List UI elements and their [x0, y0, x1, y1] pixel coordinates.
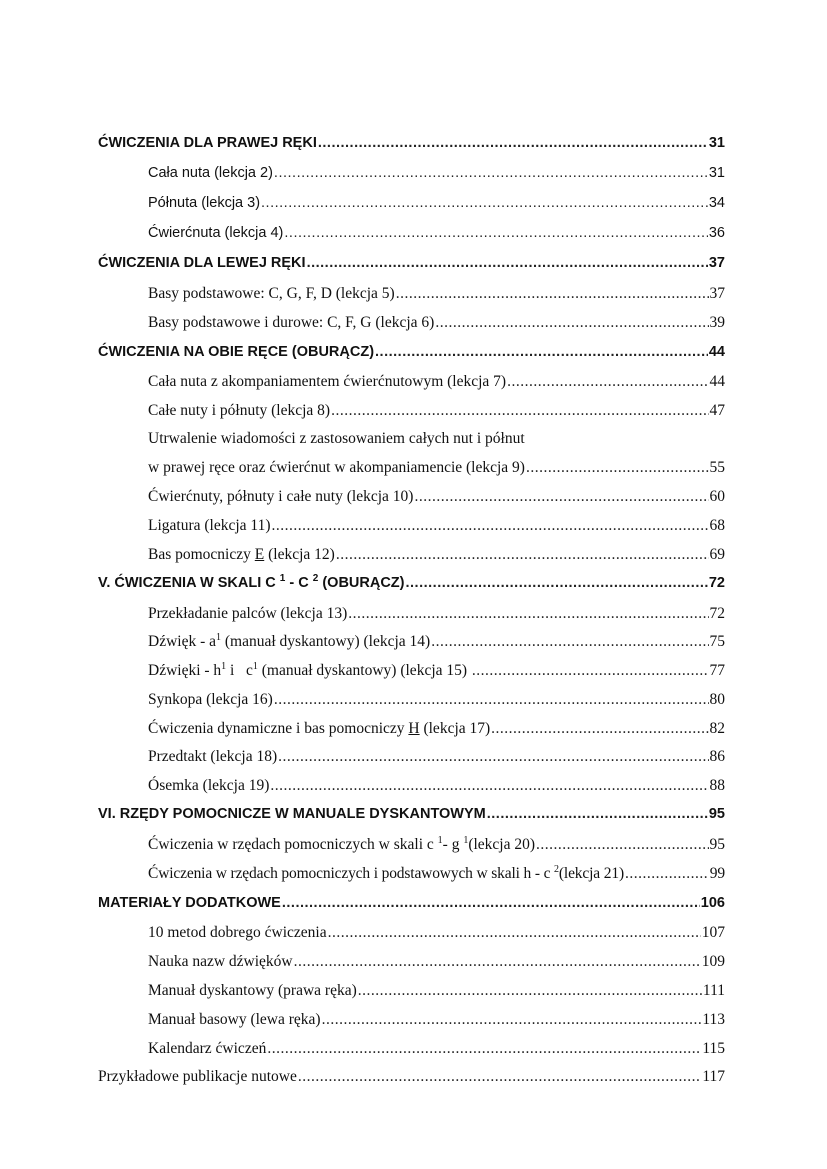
toc-entry-skala-c1-c2 [98, 575, 725, 597]
dot-leader [526, 459, 709, 477]
toc-entry-title: Kalendarz ćwiczeń [148, 1040, 267, 1057]
toc-entry-page: 99 [709, 865, 725, 882]
toc-entry-page: 95 [708, 806, 725, 822]
dot-leader [282, 895, 700, 911]
toc-entry-title: Ósemka (lekcja 19) [148, 777, 270, 794]
toc-entry-title: Manuał basowy (lewa ręka) [148, 1011, 321, 1028]
dot-leader [431, 633, 708, 651]
dot-leader [375, 344, 708, 360]
toc-entry-polnuta [148, 195, 725, 217]
toc-entry-page: 60 [709, 488, 725, 505]
toc-entry-page: 39 [709, 314, 725, 331]
toc-entry-nauka-nazw [148, 953, 725, 975]
toc-entry-title [148, 836, 535, 854]
toc-entry-title: Manuał dyskantowy (prawa ręka) [148, 982, 357, 999]
dot-leader [358, 982, 702, 1000]
toc-entry-title: Ćwierćnuty, półnuty i całe nuty (lekcja 10) [148, 488, 414, 505]
dot-leader [331, 402, 708, 420]
toc-entry-title: Przedtakt (lekcja 18) [148, 748, 278, 765]
toc-entry-page: 69 [709, 546, 725, 563]
dot-leader [322, 1011, 702, 1029]
dot-leader [278, 748, 708, 766]
toc-entry-manual-basowy [148, 1011, 725, 1033]
toc-entry-page: 37 [708, 255, 725, 271]
toc-entry-dzwiek-a1 [148, 633, 725, 655]
toc-entry-page: 107 [701, 924, 725, 941]
toc-entry-title: VI. RZĘDY POMOCNICZE W MANUALE DYSKANTOWYM [98, 806, 486, 822]
toc-entry-page: 68 [709, 517, 725, 534]
title-part: (OBURĄCZ) [318, 575, 405, 591]
toc-entry-title: Basy podstawowe: C, G, F, D (lekcja 5) [148, 285, 395, 302]
dot-leader [472, 662, 709, 680]
toc-entry-lekcja-9 [148, 459, 725, 481]
toc-entry-lekcja-20 [148, 836, 725, 858]
dot-leader [274, 165, 708, 181]
dot-leader [284, 225, 707, 241]
title-part: (lekcja 17) [419, 720, 491, 737]
toc-entry-lewej-reki [98, 255, 725, 277]
toc-entry-title [98, 575, 405, 591]
toc-entry-title: Cała nuta z akompaniamentem ćwierćnutowym (lekcja 7) [148, 373, 507, 390]
dot-leader [270, 777, 708, 795]
dot-leader [318, 135, 708, 151]
dot-leader [272, 517, 709, 535]
toc-entry-title [148, 662, 471, 680]
toc-entry-title: Całe nuty i półnuty (lekcja 8) [148, 402, 331, 419]
toc-entry-cwiercnuta [148, 225, 725, 247]
title-part: - g [442, 836, 464, 853]
dot-leader [298, 1068, 701, 1086]
toc-entry-page: 31 [708, 135, 725, 151]
toc-entry-bas-pomocniczy-h [148, 720, 725, 742]
toc-entry-page: 106 [700, 895, 725, 911]
toc-entry-basy-durowe [148, 314, 725, 336]
title-part: Ćwiczenia w rzędach pomocniczych w skali c [148, 836, 438, 853]
toc-entry-przedtakt [148, 748, 725, 770]
toc-entry-title: 10 metod dobrego ćwiczenia [148, 924, 327, 941]
toc-entry-lekcja-7 [148, 373, 725, 395]
toc-entry-page: 113 [702, 1011, 725, 1028]
title-part: Bas pomocniczy [148, 546, 255, 563]
dot-leader [348, 605, 708, 623]
toc-entry-title [148, 720, 490, 738]
toc-entry-osemka [148, 777, 725, 799]
title-part: V. ĆWICZENIA W SKALI C [98, 575, 280, 591]
bass-note: E [254, 546, 265, 563]
title-part: (lekcja 21) [558, 865, 624, 882]
toc-entry-kalendarz [148, 1040, 725, 1062]
toc-entry-lekcja-9-line-1 [148, 430, 725, 452]
toc-entry-10-metod [148, 924, 725, 946]
dot-leader [406, 575, 708, 591]
title-part: i c [226, 662, 253, 679]
bass-note: H [408, 720, 420, 737]
toc-entry-page: 37 [709, 285, 725, 302]
toc-entry-przekladanie-palcow [148, 605, 725, 627]
title-part: - C [285, 575, 313, 591]
toc-entry-title: Nauka nazw dźwięków [148, 953, 293, 970]
octave-superscript: 1 [437, 835, 443, 846]
title-part: Ćwiczenia w rzędach pomocniczych i podstawowych w skali h - c [148, 865, 555, 882]
toc-entry-materialy-dodatkowe [98, 895, 725, 917]
toc-entry-manual-dyskantowy [148, 982, 725, 1004]
toc-entry-page: 109 [701, 953, 725, 970]
toc-entry-page: 31 [708, 165, 725, 181]
octave-superscript: 1 [216, 632, 221, 643]
dot-leader [507, 373, 708, 391]
toc-entry-title: Przekładanie palców (lekcja 13) [148, 605, 348, 622]
toc-entry-title: Synkopa (lekcja 16) [148, 691, 273, 708]
toc-entry-obie-rece [98, 344, 725, 366]
toc-entry-page: 82 [709, 720, 725, 737]
toc-entry-title [148, 865, 624, 883]
octave-superscript: 2 [312, 573, 319, 584]
toc-entry-dzwieki-h1-c1 [148, 662, 725, 684]
toc-entry-prawej-reki [98, 135, 725, 157]
toc-entry-page: 34 [708, 195, 725, 211]
toc-entry-title: ĆWICZENIA DLA LEWEJ RĘKI [98, 255, 306, 271]
toc-entry-title: Basy podstawowe i durowe: C, F, G (lekcja 6) [148, 314, 435, 331]
toc-entry-title: Półnuta (lekcja 3) [148, 195, 261, 211]
toc-entry-page: 75 [709, 633, 725, 650]
toc-entry-title: w prawej ręce oraz ćwierćnut w akompaniamencie (lekcja 9) [148, 459, 525, 476]
toc-entry-page: 80 [709, 691, 725, 708]
octave-superscript: 1 [221, 661, 227, 672]
toc-entry-page: 111 [702, 982, 725, 999]
title-part: (lekcja 12) [264, 546, 335, 563]
toc-entry-title: ĆWICZENIA DLA PRAWEJ RĘKI [98, 135, 317, 151]
title-part: (manuał dyskantowy) (lekcja 15) [257, 662, 471, 679]
dot-leader [294, 953, 701, 971]
dot-leader [261, 195, 708, 211]
toc-entry-title: ĆWICZENIA NA OBIE RĘCE (OBURĄCZ) [98, 344, 375, 360]
title-part: (manuał dyskantowy) (lekcja 14) [221, 633, 431, 650]
octave-superscript: 1 [252, 661, 258, 672]
title-part: (lekcja 20) [468, 836, 536, 853]
title-part: Dźwięki - h [148, 662, 222, 679]
toc-entry-page: 72 [708, 575, 725, 591]
dot-leader [491, 720, 708, 738]
toc-entry-rzedy-pomocnicze [98, 806, 725, 828]
toc-entry-lekcja-8 [148, 402, 725, 424]
dot-leader [267, 1040, 701, 1058]
toc-entry-page: 117 [702, 1068, 725, 1085]
toc-entry-bas-pomocniczy-e [148, 546, 725, 568]
toc-entry-title: MATERIAŁY DODATKOWE [98, 895, 281, 911]
toc-entry-title: Przykładowe publikacje nutowe [98, 1068, 297, 1085]
toc-entry-page: 36 [708, 225, 725, 241]
toc-entry-synkopa [148, 691, 725, 713]
title-part: Dźwięk - a [148, 633, 216, 650]
toc-entry-basy-podstawowe [148, 285, 725, 307]
dot-leader [274, 691, 709, 709]
dot-leader [435, 314, 708, 332]
toc-entry-page: 47 [709, 402, 725, 419]
dot-leader [536, 836, 708, 854]
toc-entry-page: 72 [709, 605, 725, 622]
title-part: Ćwiczenia dynamiczne i bas pomocniczy [148, 720, 409, 737]
octave-superscript: 1 [463, 835, 469, 846]
toc-entry-page: 88 [709, 777, 725, 794]
toc-entry-cala-nuta [148, 165, 725, 187]
toc-entry-page: 44 [708, 344, 725, 360]
octave-superscript: 2 [554, 864, 559, 875]
octave-superscript: 1 [279, 573, 286, 584]
toc-entry-title: Ćwierćnuta (lekcja 4) [148, 225, 284, 241]
toc-entry-publikacje [98, 1068, 725, 1090]
toc-entry-page: 95 [709, 836, 725, 853]
toc-entry-ligatura [148, 517, 725, 539]
toc-entry-title [148, 546, 335, 564]
toc-entry-lekcja-10 [148, 488, 725, 510]
dot-leader [328, 924, 701, 942]
toc-entry-title: Ligatura (lekcja 11) [148, 517, 271, 534]
toc-entry-title: Cała nuta (lekcja 2) [148, 165, 273, 181]
toc-entry-lekcja-21 [148, 865, 725, 887]
dot-leader [625, 865, 709, 883]
toc-entry-page: 44 [709, 373, 725, 390]
toc-entry-title [148, 633, 430, 651]
dot-leader [396, 285, 709, 303]
dot-leader [307, 255, 708, 271]
toc-entry-page: 55 [709, 459, 725, 476]
toc-entry-page: 77 [709, 662, 725, 679]
dot-leader [487, 806, 708, 822]
toc-entry-page: 86 [709, 748, 725, 765]
dot-leader [336, 546, 709, 564]
toc-entry-title: Utrwalenie wiadomości z zastosowaniem całych nut i półnut [148, 430, 525, 447]
toc-entry-page: 115 [702, 1040, 725, 1057]
dot-leader [414, 488, 708, 506]
